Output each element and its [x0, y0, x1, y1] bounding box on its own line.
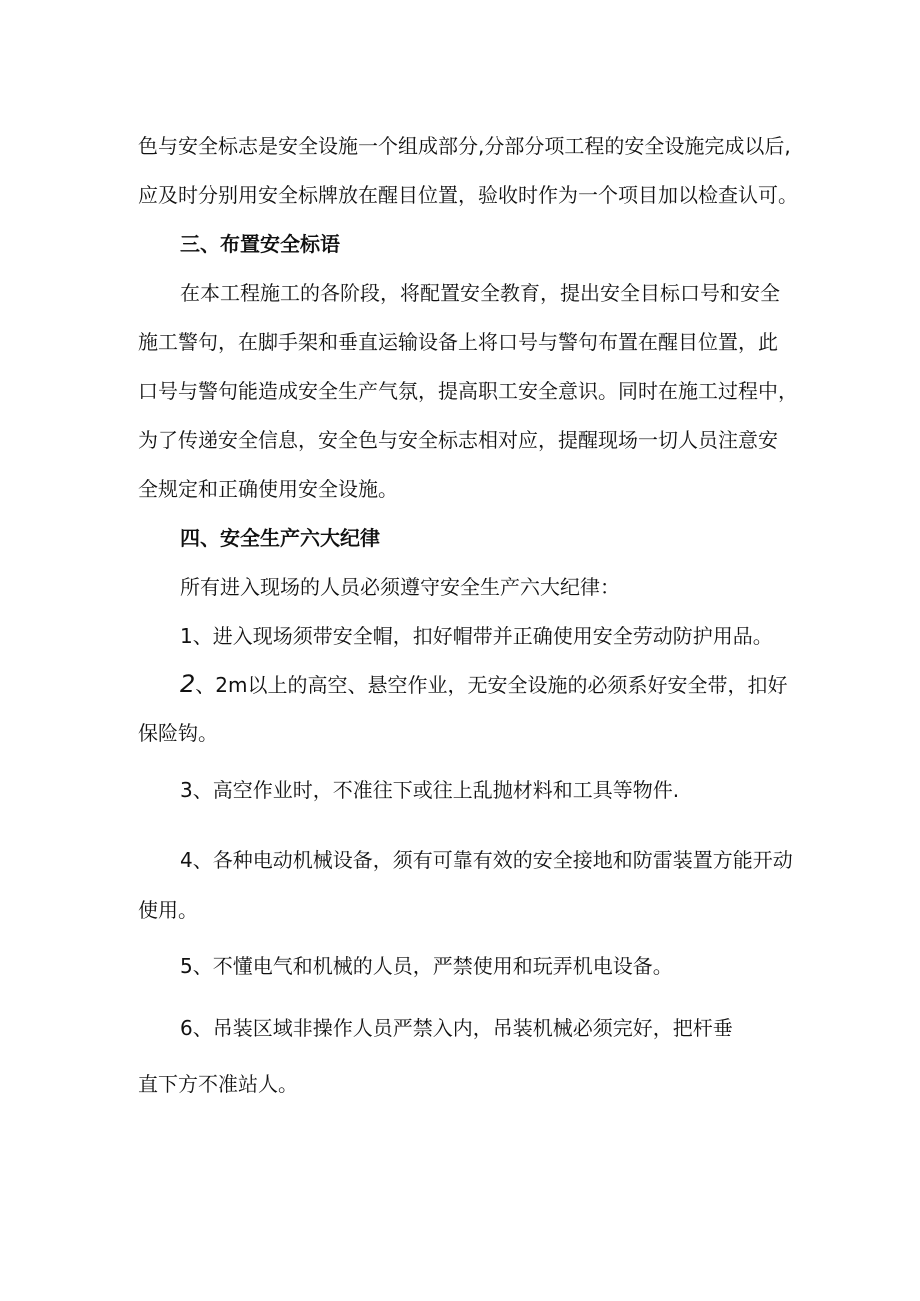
paragraph-line: 施工警句，在脚手架和垂直运输设备上将口号与警句布置在醒目位置，此 — [138, 330, 778, 354]
paragraph-line: 全规定和正确使用安全设施。 — [138, 477, 398, 501]
list-number-2: 2 — [180, 670, 196, 698]
paragraph-line: 口号与警句能造成安全生产气氛，提高职工安全意识。同时在施工过程中， — [138, 379, 798, 403]
list-item-6-continuation: 直下方不准站人。 — [138, 1072, 298, 1096]
paragraph-line: 为了传递安全信息，安全色与安全标志相对应，提醒现场一切人员注意安 — [138, 428, 778, 452]
paragraph-line: 所有进入现场的人员必须遵守安全生产六大纪律： — [180, 575, 620, 599]
list-item-5: 5、不懂电气和机械的人员，严禁使用和玩弄机电设备。 — [180, 954, 673, 978]
paragraph-line: 应及时分别用安全标牌放在醒目位置，验收时作为一个项目加以检查认可。 — [138, 183, 798, 207]
list-item-4: 4、各种电动机械设备，须有可靠有效的安全接地和防雷装置方能开动 — [180, 848, 793, 872]
list-item-1: 1、进入现场须带安全帽，扣好帽带并正确使用安全劳动防护用品。 — [180, 624, 773, 648]
section-heading-3: 三、布置安全标语 — [180, 232, 340, 256]
section-heading-4: 四、安全生产六大纪律 — [180, 526, 380, 550]
paragraph-line: 在本工程施工的各阶段，将配置安全教育，提出安全目标口号和安全 — [180, 281, 780, 305]
list-item-2 — [180, 670, 788, 699]
list-text-2: 、2m以上的高空、悬空作业，无安全设施的必须系好安全带，扣好 — [195, 673, 788, 697]
list-item-2-continuation: 保险钩。 — [138, 721, 218, 745]
list-item-6: 6、吊装区域非操作人员严禁入内，吊装机械必须完好，把杆垂 — [180, 1016, 733, 1040]
list-item-3: 3、高空作业时，不准往下或往上乱抛材料和工具等物件. — [180, 778, 680, 802]
paragraph-line: 色与安全标志是安全设施一个组成部分,分部分项工程的安全设施完成以后, — [138, 134, 791, 158]
list-item-4-continuation: 使用。 — [138, 898, 198, 922]
